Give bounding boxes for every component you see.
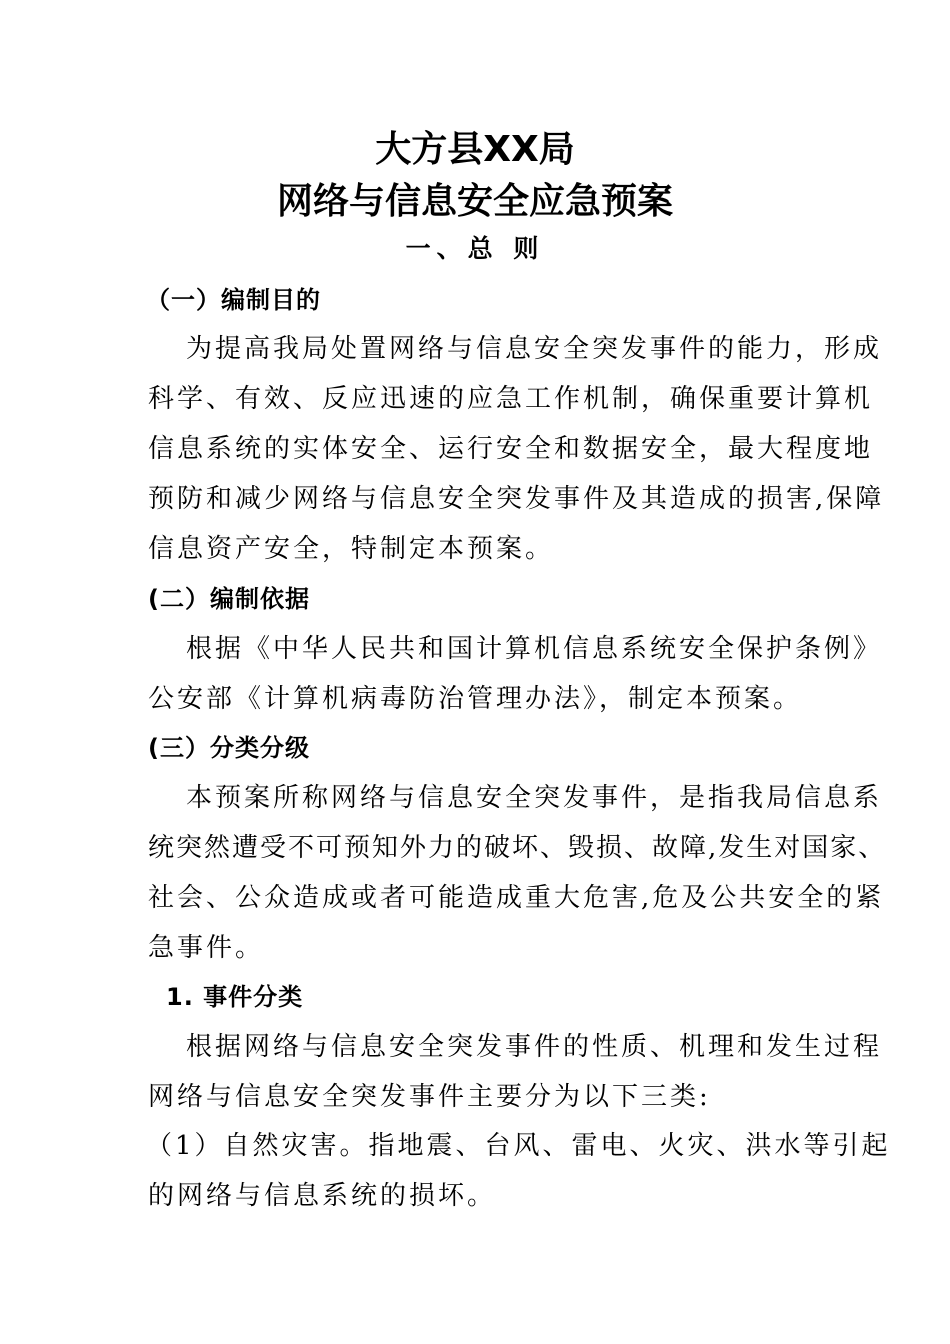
- paragraph-line: 公安部《计算机病毒防治管理办法》，制定本预案。: [148, 684, 803, 714]
- paragraph-line: 统突然遭受不可预知外力的破坏、毁损、故障,发生对国家、: [148, 833, 887, 863]
- paragraph-line: 预防和减少网络与信息安全突发事件及其造成的损害,保障: [148, 484, 885, 514]
- document-title-line-1: 大方县XX局: [375, 129, 575, 170]
- paragraph-line: 本预案所称网络与信息安全突发事件，是指我局信息系: [186, 783, 883, 813]
- document-title-line-2: 网络与信息安全应急预案: [276, 181, 673, 222]
- paragraph-line: 社会、公众造成或者可能造成重大危害,危及公共安全的紧: [148, 883, 885, 913]
- paragraph-line: 网络与信息安全突发事件主要分为以下三类:: [148, 1082, 711, 1112]
- section-heading-basis: (二）编制依据: [148, 585, 310, 613]
- paragraph-line: 的网络与信息系统的损坏。: [148, 1181, 497, 1211]
- section-heading-classification: (三）分类分级: [148, 734, 310, 762]
- paragraph-line: 为提高我局处置网络与信息安全突发事件的能力，形成: [186, 334, 883, 364]
- paragraph-line: 急事件。: [148, 933, 265, 963]
- chapter-heading: 一、总 则: [405, 234, 545, 263]
- paragraph-line: 科学、有效、反应迅速的应急工作机制，确保重要计算机: [148, 384, 874, 414]
- section-heading-purpose: （一）编制目的: [146, 286, 321, 314]
- paragraph-line: （1）自然灾害。指地震、台风、雷电、火灾、洪水等引起: [146, 1131, 891, 1161]
- paragraph-line: 信息系统的实体安全、运行安全和数据安全，最大程度地: [148, 434, 874, 464]
- paragraph-line: 根据网络与信息安全突发事件的性质、机理和发生过程: [186, 1032, 883, 1062]
- paragraph-line: 信息资产安全，特制定本预案。: [148, 534, 555, 564]
- section-heading-event-types: 1. 事件分类: [166, 983, 304, 1011]
- paragraph-line: 根据《中华人民共和国计算机信息系统安全保护条例》: [186, 634, 883, 664]
